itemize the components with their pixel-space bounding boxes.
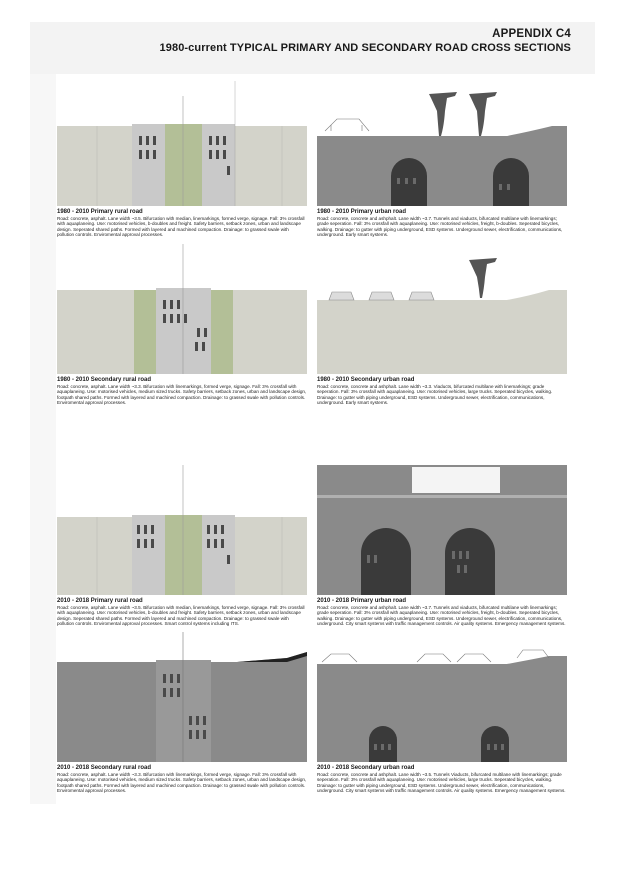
- appendix-label: APPENDIX C4: [492, 28, 571, 40]
- secondary-urban-section-drawing: [317, 244, 567, 374]
- panel-title: 1980 - 2010 Secondary rural road: [57, 377, 152, 383]
- panel-description: Road: concrete, concrete and ashphalt. Lane width ~3.7. Tunnels and viaducts, bifurcated multilane with linemarkings; grade seperation. Fall: 3% crossfall with aquaplaneing. Use: motorised vehicles, freight, b-doubles. Seperated bicycles, walking. Drainage: to gutter with piping underground, ESD systems. Underground sewer, electrification, communications, underground. City smart systems with traffic management controls. Air quality systems. Emergency management systems.: [317, 605, 566, 626]
- secondary-urban-section-drawing: [317, 632, 567, 762]
- panel-1980-primary-urban: [317, 76, 567, 237]
- primary-urban-section-drawing: [317, 76, 567, 206]
- panel-description: Road: concrete, asphalt. Lane width ~3.3. Bifurcation with linemarkings, formed verge, signage. Fall: 3% crossfall with aquaplaneing. Use: motorised vehicles, medium sized trucks. Safety barriers, setback zones, urban and landscape design, footpath shared paths. Formed with layered and machined compaction. Drainage: to grassed swale with pollution controls. Enviromental approval processes.: [57, 384, 307, 405]
- panel-title: 1980 - 2010 Secondary urban road: [317, 377, 415, 383]
- panel-description: Road: concrete, asphalt. Lane width ~3.5. Bifurcation with median, linemarkings, formed verge, signage. Fall: 3% crossfall with aquaplaneing. Use: motorised vehicles, b-doubles and freight. Safety barriers, setback zones, urban and landscape design. Seperated shared paths. Formed with layered and machined compaction. Drainage: to grassed swale with pollution controls. Enviromental approval processes.: [57, 216, 305, 237]
- panel-2010-primary-rural: [57, 465, 307, 626]
- panel-title: 2010 - 2018 Primary urban road: [317, 598, 407, 604]
- page-header: [160, 28, 571, 54]
- primary-rural-section-drawing: [57, 76, 307, 206]
- panel-2010-secondary-urban: [317, 632, 567, 793]
- panel-title: 2010 - 2018 Primary rural road: [57, 598, 143, 604]
- panel-2010-primary-urban: [317, 465, 567, 626]
- panel-1980-secondary-rural: [57, 244, 307, 405]
- panel-description: Road: concrete, asphalt. Lane width ~3.5. Bifurcation with median, linemarkings, formed verge, signage. Fall: 3% crossfall with aquaplaneing. Use: motorised vehicles, b-doubles and freight. Safety barriers, setback zones, urban and landscape design. Seperated shared paths. Formed with layered and machined compaction. Drainage: to grassed swale with pollution controls. Enviromental approval processes. Smart control systems including ITS.: [57, 605, 305, 626]
- panel-description: Road: concrete, concrete and ashphalt. Lane width ~3.5. Tunnels Viaducts, bifurcated multilane with linemarkings; grade seperation. Fall: 3% crossfall with aquaplaneing. Use: motorised vehicles, large trucks. Seperated bicycles, walking. Drainage: to gutter with piping underground, ESD systems. Underground sewer, electrification, communications, underground. City smart systems with traffic management controls. Air quality systems. Emergency management systems.: [317, 772, 566, 793]
- page-title: 1980-current TYPICAL PRIMARY AND SECONDARY ROAD CROSS SECTIONS: [159, 42, 571, 54]
- panel-title: 2010 - 2018 Secondary urban road: [317, 765, 415, 771]
- panel-description: Road: concrete, concrete and ashphalt. Lane width ~3.7. Tunnels and viaducts, bifurcated multilane with linemarkings; grade seperation. Fall: 3% crossfall with aquaplaneing. Use: motorised vehicles, freight, b-doubles. Seperated bicycles, walking. Drainage: to gutter with piping underground, ESD systems. Underground sewer, electrification, communications, underground. Early smart systems.: [317, 216, 563, 237]
- panel-1980-secondary-urban: [317, 244, 567, 405]
- secondary-rural-section-drawing: [57, 632, 307, 762]
- primary-urban-section-drawing: [317, 465, 567, 595]
- panel-title: 1980 - 2010 Primary rural road: [57, 209, 143, 215]
- panel-description: Road: concrete, asphalt. Lane width ~3.3. Bifurcation with linemarkings, formed verge, signage. Fall: 3% crossfall with aquaplaneing. Use: motorised vehicles, medium sized trucks. Safety barriers, setback zones, urban and landscape design, footpath shared paths. Formed with layered and machined compaction. Drainage: to grassed swale with pollution controls. Enviromental approval processes.: [57, 772, 307, 793]
- panel-title: 2010 - 2018 Secondary rural road: [57, 765, 152, 771]
- primary-rural-section-drawing: [57, 465, 307, 595]
- margin-strip: [30, 74, 56, 804]
- panel-description: Road: concrete, concrete and ashphalt. Lane width ~3.3. Viaducts, bifurcated multilane with linemarkings; grade seperation. Fall: 3% crossfall with aquaplaneing. Use: motorised vehicles, large trucks. Seperated bicycles, walking. Drainage: to gutter with piping underground, ESD systems. Underground sewer, electrification, communications, underground. Early smart systems.: [317, 384, 553, 405]
- secondary-rural-section-drawing: [57, 244, 307, 374]
- panel-2010-secondary-rural: [57, 632, 307, 793]
- panel-title: 1980 - 2010 Primary urban road: [317, 209, 407, 215]
- panel-1980-primary-rural: [57, 76, 307, 237]
